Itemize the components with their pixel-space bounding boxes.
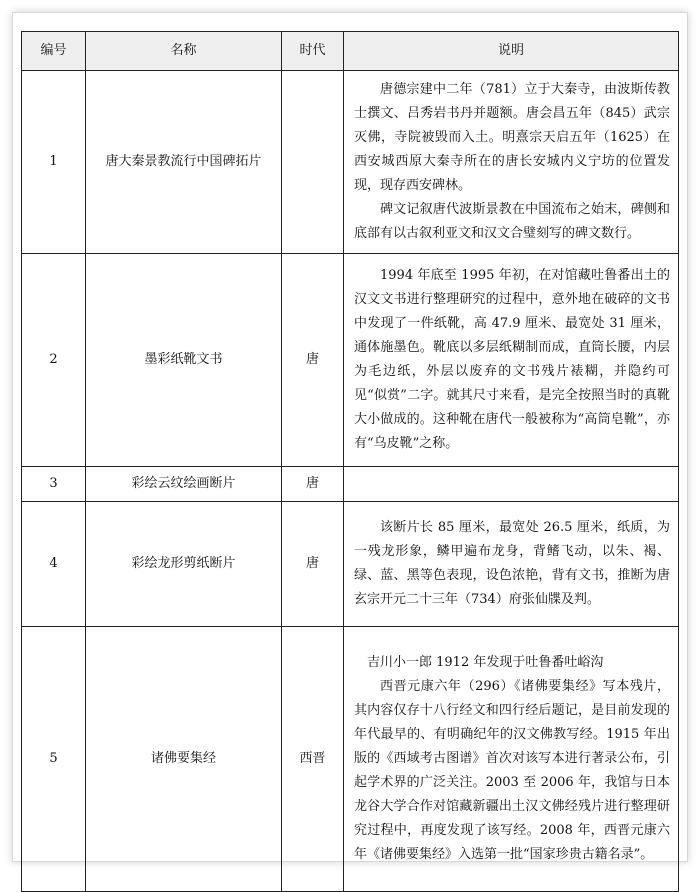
- desc-paragraph: 西晋元康六年（296）《诸佛要集经》写本残片，其内容仅存十八行经文和四行经后题记，是目前发现的年代最早的、有明确纪年的汉文佛教写经。1915 年出版的《西域考古图谱》首次对该写本进行著录公布，引起学术界的广泛关注。2003 至 2006 年，我馆与日本龙谷大学合作对馆藏新疆出土汉文佛经残片进行整理研究过程中，再度发现了该写经。2008 年，西晋元康六年《诸佛要集经》入选第一批“国家珍贵古籍名录”。: [354, 679, 670, 862]
- row-num: 5: [22, 627, 86, 892]
- desc-paragraph: 吉川小一郎 1912 年发现于吐鲁番吐峪沟: [367, 655, 604, 670]
- desc-paragraph: 1994 年底至 1995 年初，在对馆藏吐鲁番出土的汉文文书进行整理研究的过程中，意外地在破碎的文书中发现了一件纸靴，高 47.9 厘米、最宽处 31 厘米，通体施墨色。靴底以多层纸糊制而成，直筒长腰，内层为毛边纸，外层以废弃的文书残片裱糊，并隐约可见“似赏”二字。就其尺寸来看，是完全按照当时的真靴大小做成的。这种靴在唐代一般被称为“高筒皂靴”，亦有“乌皮靴”之称。: [354, 268, 670, 451]
- row-desc: [344, 467, 679, 502]
- row-name: 墨彩纸靴文书: [86, 254, 282, 467]
- row-desc: [344, 502, 679, 627]
- row-num: 4: [22, 502, 86, 627]
- document-page: [12, 12, 688, 862]
- row-era: 西晋: [282, 627, 344, 892]
- header-desc: 说明: [344, 32, 679, 71]
- table-row: [22, 254, 679, 467]
- row-desc: [344, 71, 679, 254]
- row-name: 唐大秦景教流行中国碑拓片: [86, 71, 282, 254]
- table-header-row: [22, 32, 679, 71]
- row-era: [282, 71, 344, 254]
- row-name: 彩绘云纹绘画断片: [86, 467, 282, 502]
- row-desc: [344, 627, 679, 892]
- row-num: 2: [22, 254, 86, 467]
- table-row: [22, 627, 679, 892]
- header-era: 时代: [282, 32, 344, 71]
- desc-paragraph: 该断片长 85 厘米，最宽处 26.5 厘米，纸质，为一残龙形象，鳞甲遍布龙身，背鳍飞动，以朱、褐、绿、蓝、黑等色表现，设色浓艳，背有文书，推断为唐玄宗开元二十三年（734）府张仙牒及判。: [354, 520, 670, 607]
- artifact-table: [21, 31, 679, 892]
- header-num: 编号: [22, 32, 86, 71]
- table-row: [22, 467, 679, 502]
- row-era: 唐: [282, 502, 344, 627]
- row-num: 1: [22, 71, 86, 254]
- table-row: [22, 71, 679, 254]
- row-name: 彩绘龙形剪纸断片: [86, 502, 282, 627]
- row-desc: [344, 254, 679, 467]
- row-era: 唐: [282, 467, 344, 502]
- desc-paragraph: 碑文记叙唐代波斯景教在中国流布之始末，碑侧和底部有以古叙利亚文和汉文合璧刻写的碑文数行。: [354, 202, 670, 241]
- header-name: 名称: [86, 32, 282, 71]
- row-era: 唐: [282, 254, 344, 467]
- row-num: 3: [22, 467, 86, 502]
- table-row: [22, 502, 679, 627]
- row-name: 诸佛要集经: [86, 627, 282, 892]
- desc-paragraph: 唐德宗建中二年（781）立于大秦寺，由波斯传教士撰文、吕秀岩书丹并题额。唐会昌五年（845）武宗灭佛，寺院被毁而入土。明熹宗天启五年（1625）在西安城西原大秦寺所在的唐长安城内义宁坊的位置发现，现存西安碑林。: [354, 82, 670, 193]
